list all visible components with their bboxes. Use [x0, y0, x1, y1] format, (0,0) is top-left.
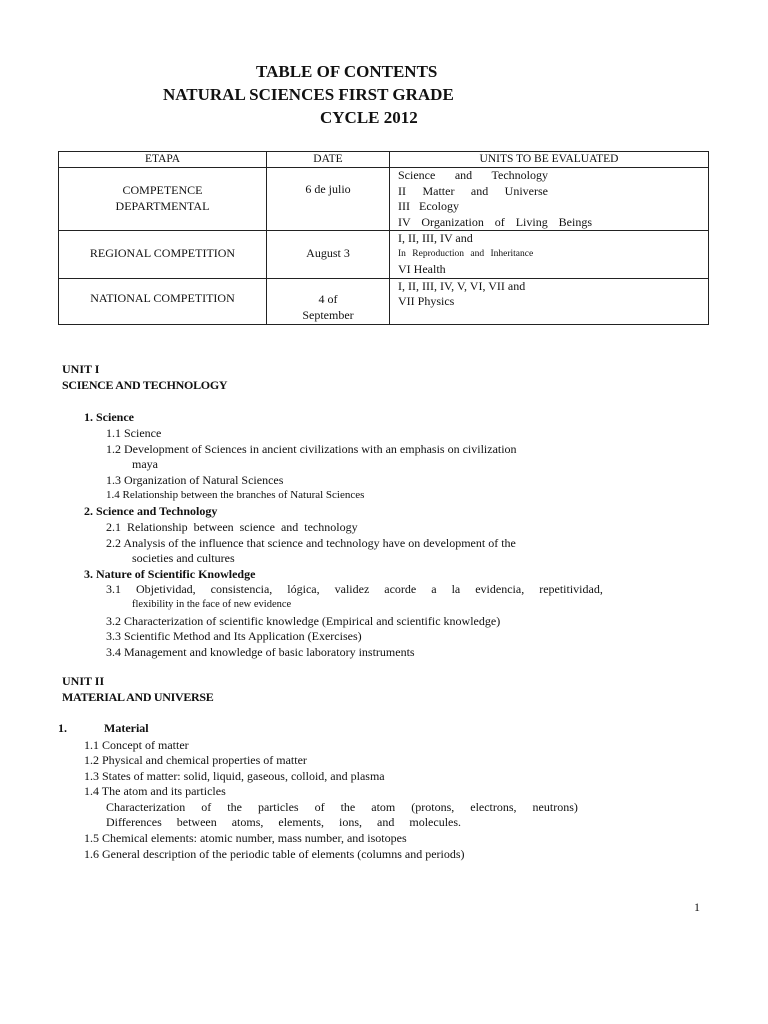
date-label: 4 of — [318, 291, 338, 306]
list-item: 3.1 Objetividad, consistencia, lógica, validez acorde a la evidencia, repetitividad, — [106, 582, 603, 596]
list-item: 1.4 Relationship between the branches of Natural Sciences — [106, 489, 365, 501]
table-header-row — [59, 152, 709, 168]
units-cell — [390, 278, 709, 324]
date-label: August 3 — [306, 246, 350, 260]
list-item: 1.1 Concept of matter — [84, 738, 189, 752]
list-item: 1.1 Science — [106, 426, 162, 440]
table-row — [59, 231, 709, 279]
date-label: September — [302, 307, 354, 322]
date-cell — [267, 278, 390, 324]
list-item: 1.4 The atom and its particles — [84, 784, 226, 798]
list-item: flexibility in the face of new evidence — [132, 599, 292, 610]
date-cell — [267, 168, 390, 231]
list-item: 2.1 Relationship between science and technology — [106, 520, 358, 534]
section-number: 1. — [58, 721, 67, 735]
stage-cell — [59, 278, 267, 324]
title-line-2: NATURAL SCIENCES FIRST GRADE — [163, 85, 454, 104]
stage-label: NATIONAL COMPETITION — [90, 290, 235, 305]
unit-entry: VII Physics — [398, 294, 455, 308]
stage-label: DEPARTMENTAL — [115, 199, 210, 213]
unit-1-title: SCIENCE AND TECHNOLOGY — [62, 378, 228, 392]
list-item: Differences between atoms, elements, ions, and molecules. — [106, 815, 462, 829]
list-item: 2.2 Analysis of the influence that science and technology have on development of the — [106, 536, 516, 550]
list-item: 1.2 Physical and chemical properties of matter — [84, 753, 307, 767]
stage-label: REGIONAL COMPETITION — [89, 246, 236, 260]
list-item: societies and cultures — [132, 551, 235, 565]
unit-entry: IV Organization of Living Beings — [398, 214, 592, 229]
stage-label: COMPETENCE — [122, 183, 203, 197]
stage-cell — [59, 168, 267, 231]
section-heading: Material — [104, 721, 149, 735]
section-heading: 3. Nature of Scientific Knowledge — [84, 567, 256, 581]
table-row — [59, 168, 709, 231]
list-item: 3.4 Management and knowledge of basic laboratory instruments — [106, 645, 415, 659]
unit-entry: Science and Technology — [398, 168, 548, 182]
unit-entry: I, II, III, IV, V, VI, VII and — [398, 278, 526, 293]
unit-entry: III Ecology — [398, 199, 459, 213]
unit-2-heading: UNIT II — [62, 674, 105, 688]
column-header-etapa: ETAPA — [59, 152, 267, 168]
list-item: 1.6 General description of the periodic table of elements (columns and periods) — [84, 847, 465, 861]
section-heading: 2. Science and Technology — [84, 504, 218, 518]
column-header-units: UNITS TO BE EVALUATED — [390, 152, 709, 168]
units-cell — [390, 168, 709, 231]
unit-entry: II Matter and Universe — [398, 183, 548, 198]
page-number: 1 — [694, 900, 700, 914]
unit-entry: VI Health — [398, 262, 446, 276]
list-item: 1.3 Organization of Natural Sciences — [106, 473, 284, 487]
list-item: 3.2 Characterization of scientific knowledge (Empirical and scientific knowledge) — [106, 614, 501, 628]
evaluation-table — [58, 151, 709, 325]
title-line-1: TABLE OF CONTENTS — [256, 62, 438, 81]
unit-1-heading: UNIT I — [62, 362, 100, 376]
list-item: 1.3 States of matter: solid, liquid, gaseous, colloid, and plasma — [84, 769, 385, 783]
date-cell — [267, 231, 390, 279]
units-cell — [390, 231, 709, 279]
unit-entry: I, II, III, IV and — [398, 231, 473, 245]
date-label: 6 de julio — [305, 182, 351, 196]
title-line-3: CYCLE 2012 — [320, 108, 418, 127]
section-heading: 1. Science — [84, 410, 134, 424]
unit-2-title: MATERIAL AND UNIVERSE — [62, 690, 214, 704]
list-item: Characterization of the particles of the atom (protons, electrons, neutrons) — [106, 800, 578, 814]
column-header-date: DATE — [267, 152, 390, 168]
list-item: 1.5 Chemical elements: atomic number, mass number, and isotopes — [84, 831, 407, 845]
list-item: 3.3 Scientific Method and Its Application (Exercises) — [106, 629, 362, 643]
stage-cell — [59, 231, 267, 279]
list-item: 1.2 Development of Sciences in ancient civilizations with an emphasis on civilization — [106, 442, 517, 456]
table-row — [59, 278, 709, 324]
list-item: maya — [132, 457, 158, 471]
unit-entry: In Reproduction and Inheritance — [398, 248, 534, 259]
